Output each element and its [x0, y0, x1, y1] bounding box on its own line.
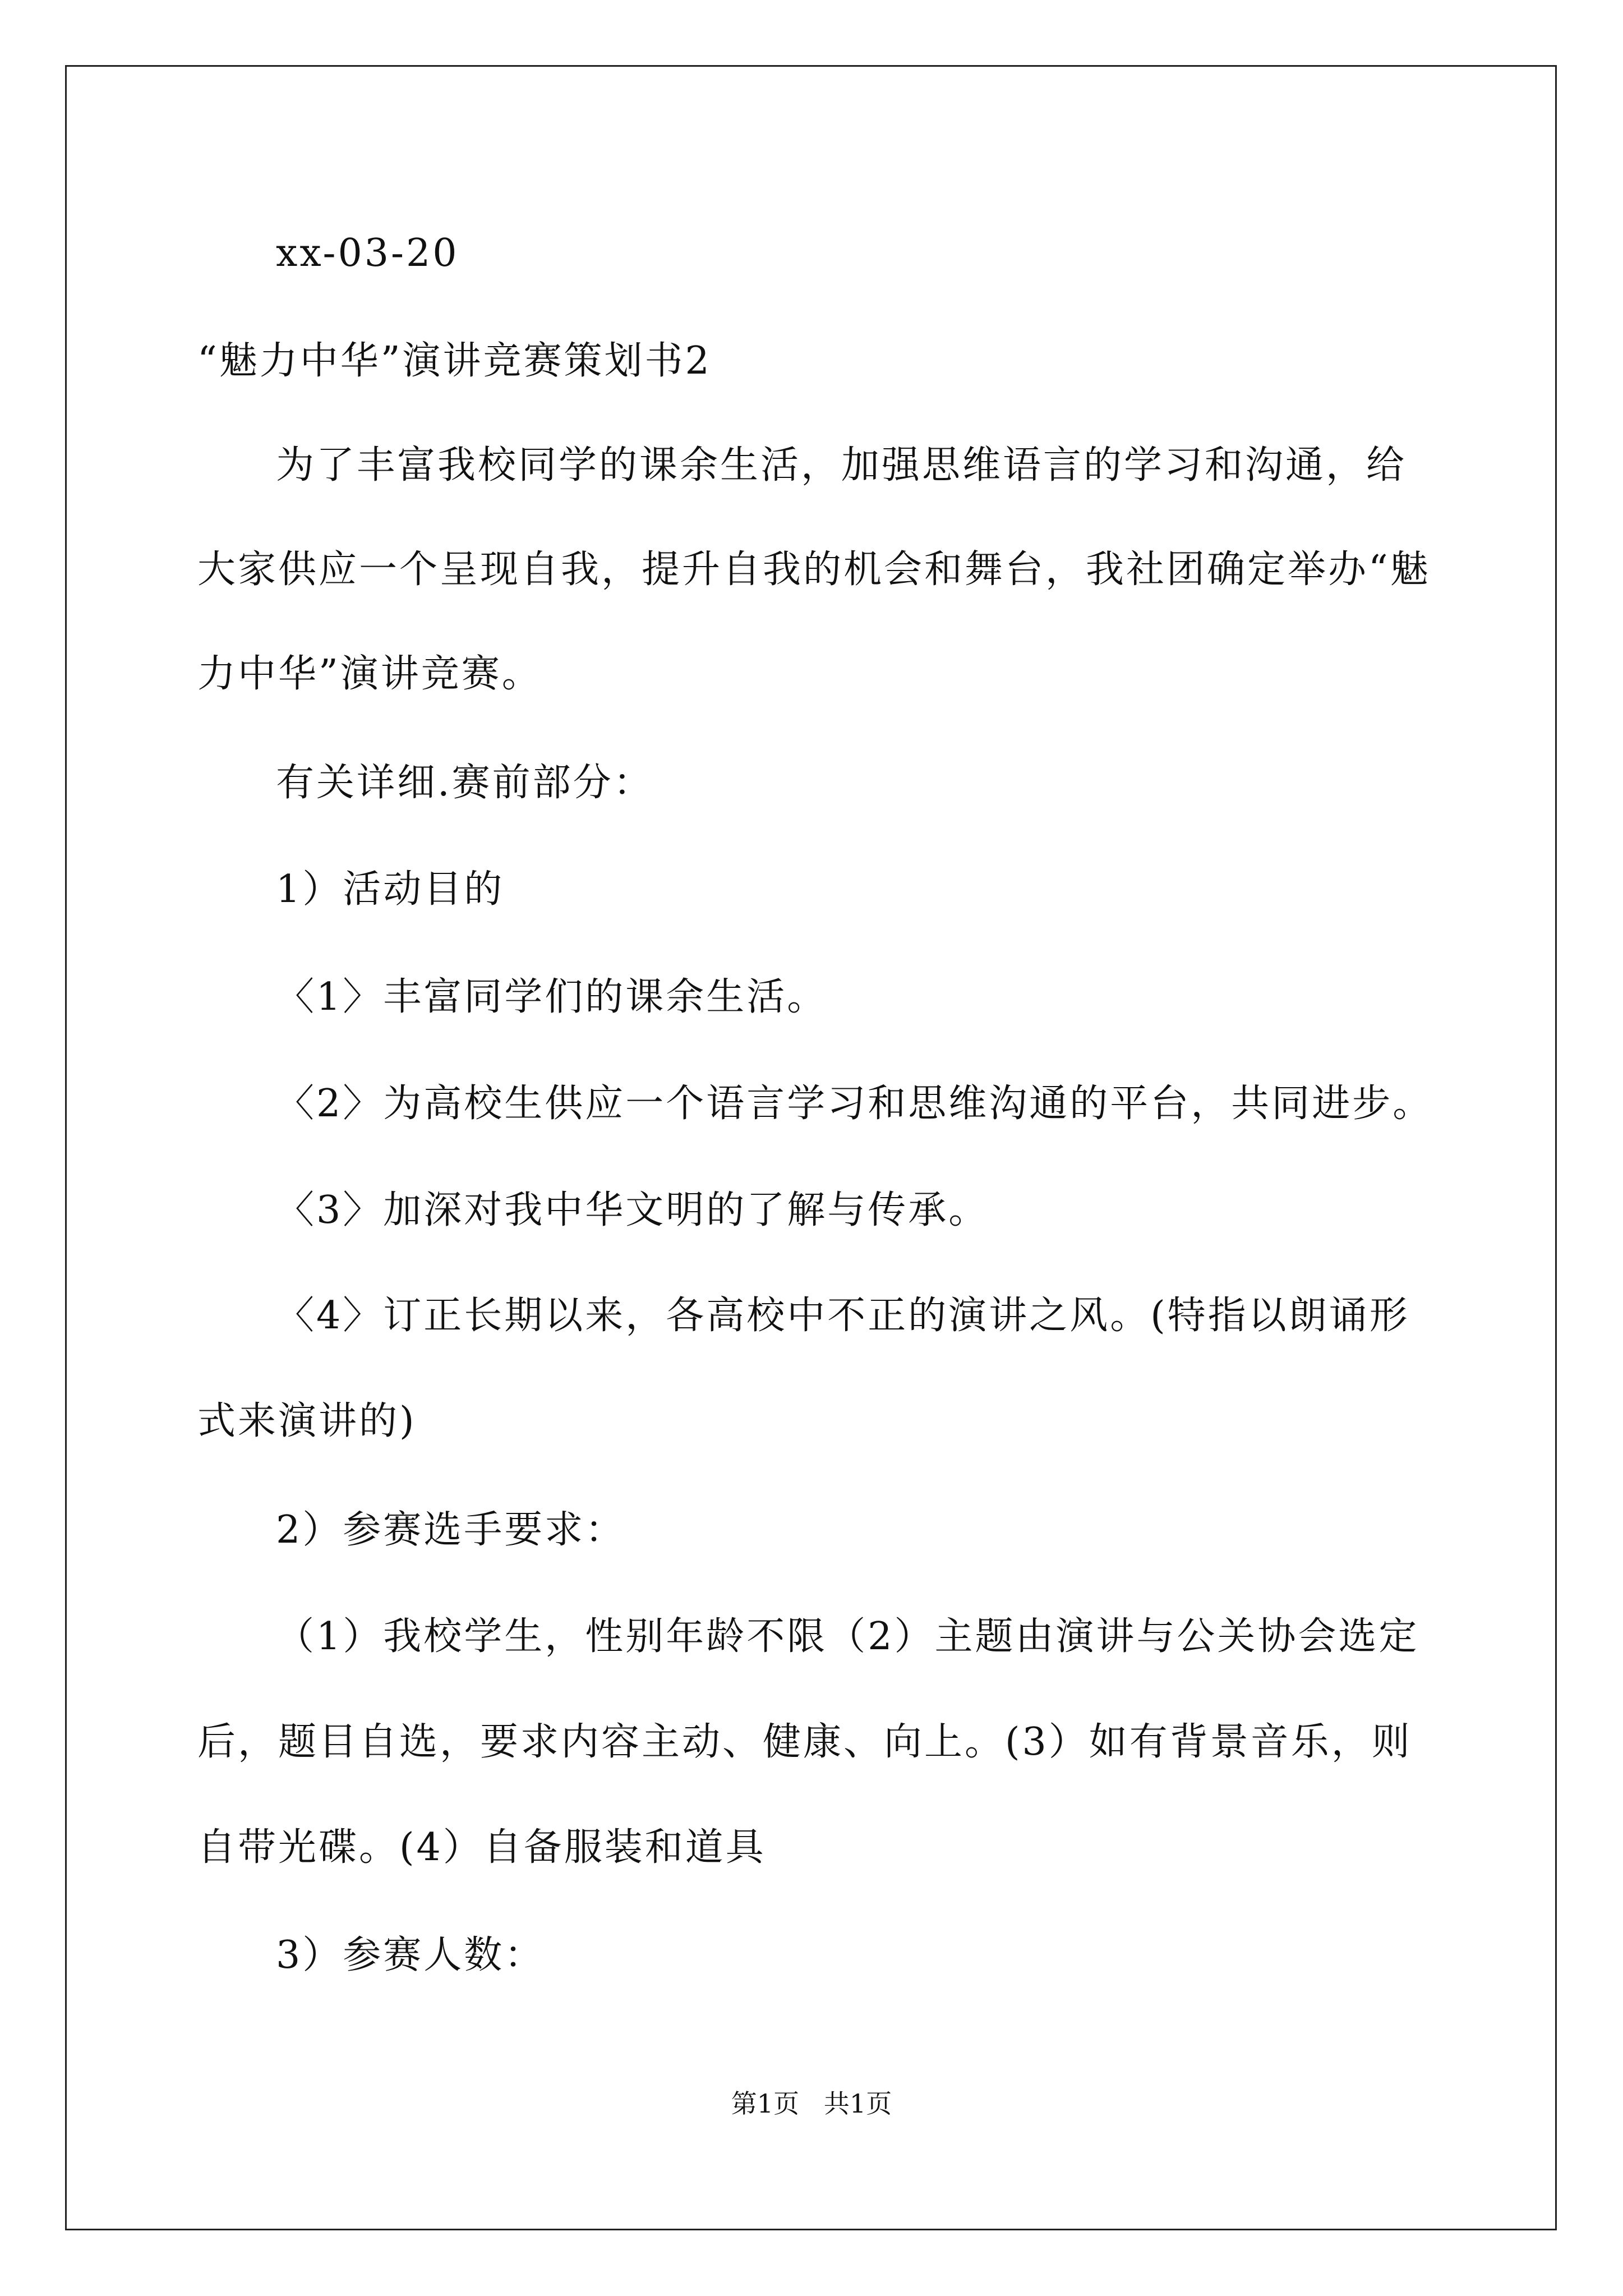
intro-line-3: 力中华”演讲竞赛。 [197, 652, 542, 696]
purpose-item-4-line-1: 〈4〉订正长期以来，各高校中不正的演讲之风。(特指以朗诵形 [276, 1294, 1410, 1338]
participants-heading: 3）参赛人数： [276, 1933, 545, 1977]
requirements-line-1: （1）我校学生，性别年龄不限（2）主题由演讲与公关协会选定 [276, 1614, 1419, 1659]
page-border [65, 65, 1557, 2230]
purpose-heading: 1）活动目的 [276, 867, 505, 912]
purpose-item-3: 〈3〉加深对我中华文明的了解与传承。 [276, 1188, 989, 1232]
purpose-item-4-line-2: 式来演讲的) [197, 1399, 417, 1443]
purpose-item-1: 〈1〉丰富同学们的课余生活。 [276, 975, 828, 1019]
document-date: xx-03-20 [276, 231, 459, 275]
document-title: “魅力中华”演讲竞赛策划书2 [197, 339, 712, 383]
page-footer: 第1页 共1页 [731, 2088, 892, 2119]
intro-line-1: 为了丰富我校同学的课余生活，加强思维语言的学习和沟通，给 [276, 443, 1407, 487]
requirements-heading: 2）参赛选手要求： [276, 1508, 626, 1552]
intro-line-2: 大家供应一个呈现自我，提升自我的机会和舞台，我社团确定举办“魅 [197, 547, 1431, 592]
section-heading: 有关详细.赛前部分： [276, 761, 654, 805]
purpose-item-2: 〈2〉为高校生供应一个语言学习和思维沟通的平台，共同进步。 [276, 1082, 1433, 1126]
requirements-line-2: 后，题目自选，要求内容主动、健康、向上。(3）如有背景音乐，则 [197, 1720, 1412, 1764]
requirements-line-3: 自带光碟。(4）自备服装和道具 [197, 1825, 766, 1870]
